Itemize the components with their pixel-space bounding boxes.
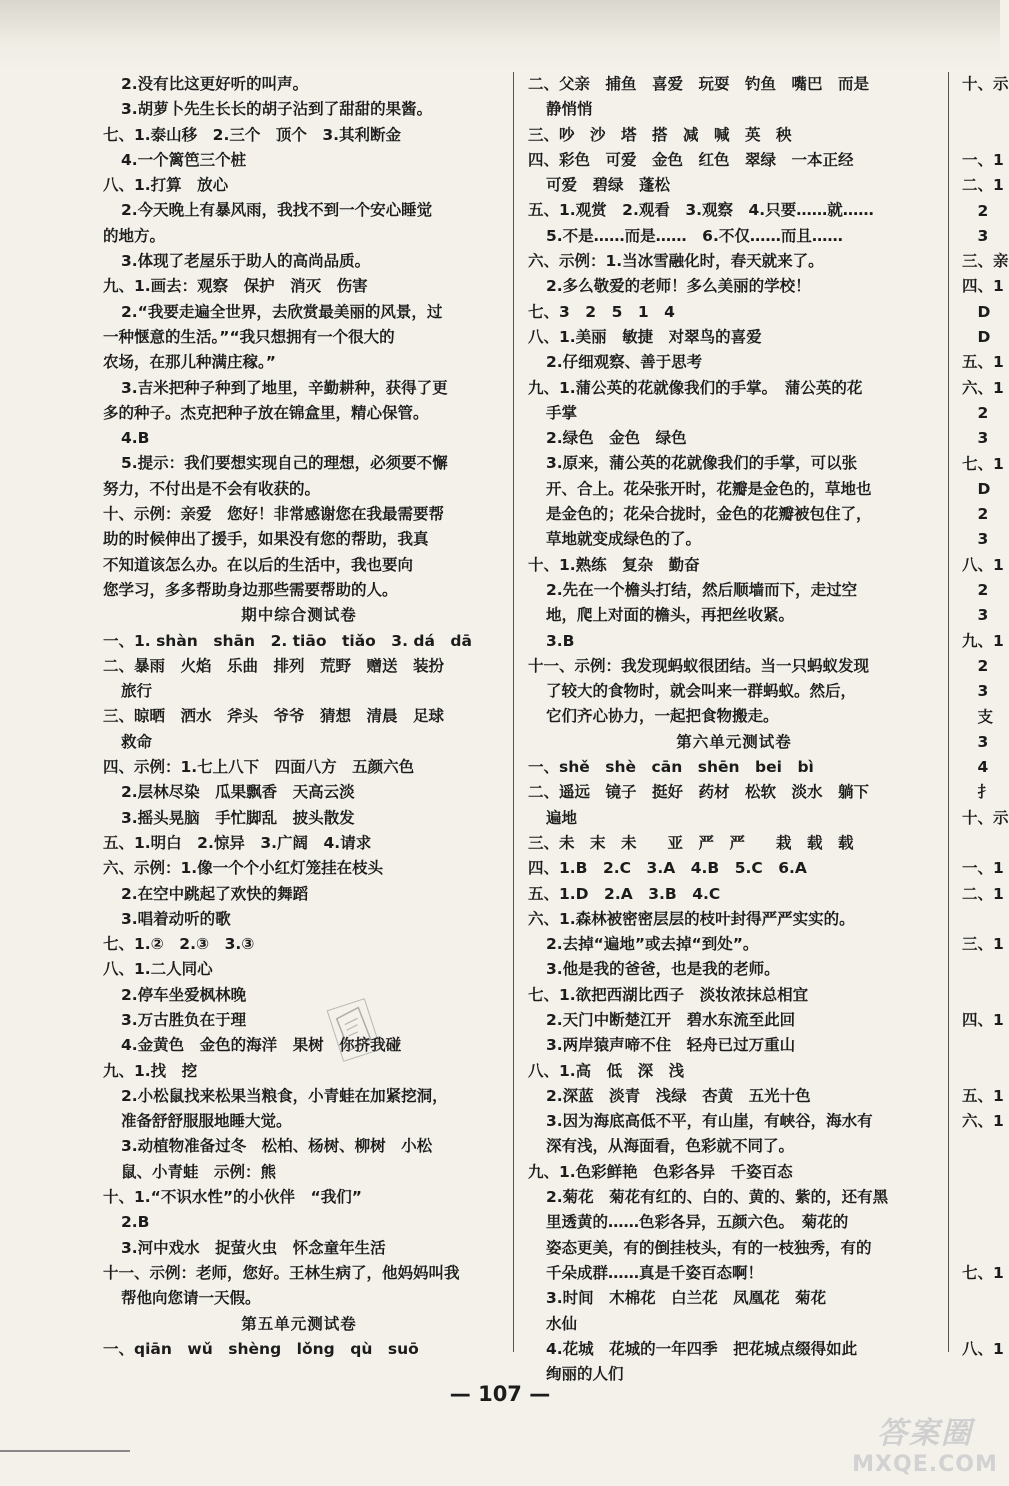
answer-line: 九、1.蒲公英的花就像我们的手掌。 蒲公英的花 xyxy=(528,378,863,397)
answer-line: 2.今天晚上有暴风雨，我找不到一个安心睡觉 xyxy=(121,201,433,220)
answer-line: 八、1.美丽 敏捷 对翠鸟的喜爱 xyxy=(528,327,762,346)
answer-line: 2.天门中断楚江开 碧水东流至此回 xyxy=(546,1010,796,1029)
answer-line: 八、1.二人同心 xyxy=(103,960,213,979)
answer-line: 帮他向您请一天假。 xyxy=(121,1289,261,1308)
cropped-answer-fragment: 3 xyxy=(962,226,989,245)
cropped-answer-fragment: 十、示 xyxy=(962,808,1009,827)
answer-line: 可爱 碧绿 蓬松 xyxy=(546,176,671,195)
answer-line: 二、遥远 镜子 挺好 药材 松软 淡水 躺下 xyxy=(528,783,870,802)
answer-line: 三、晾晒 洒水 斧头 爷爷 猜想 清晨 足球 xyxy=(103,707,445,726)
answer-line: 十一、示例：我发现蚂蚁很团结。当一只蚂蚁发现 xyxy=(528,656,870,675)
right-answer-column-cropped xyxy=(962,72,1009,1372)
cropped-answer-fragment: 支 xyxy=(962,707,994,726)
answer-line: 3.摇头晃脑 手忙脚乱 披头散发 xyxy=(121,808,355,827)
answer-line: 2.深蓝 淡青 浅绿 杏黄 五光十色 xyxy=(546,1086,811,1105)
watermark-logo xyxy=(850,1408,1000,1486)
answer-line: 3.因为海底高低不平，有山崖，有峡谷，海水有 xyxy=(546,1112,873,1131)
watermark-url: MXQE.COM xyxy=(852,1452,998,1477)
answer-line: 地，爬上对面的檐头，再把丝收紧。 xyxy=(546,606,795,625)
answer-line: 2.“我要走遍全世界，去欣赏最美丽的风景，过 xyxy=(121,302,443,321)
watermark-logo-text: 答案圈 xyxy=(877,1416,973,1451)
answer-line: 4.B xyxy=(121,429,150,448)
answer-line: 五、1.D 2.A 3.B 4.C xyxy=(528,884,721,903)
answer-line: 3.体现了老屋乐于助人的高尚品质。 xyxy=(121,252,371,271)
answer-line: 鼠、小青蛙 示例：熊 xyxy=(121,1162,277,1181)
answer-line: 五、1.明白 2.惊异 3.广阔 4.请求 xyxy=(103,833,372,852)
section-heading: 期中综合测试卷 xyxy=(241,606,357,625)
cropped-answer-fragment: 五、1 xyxy=(962,353,1004,372)
cropped-answer-fragment: 三、亲 xyxy=(962,252,1009,271)
answer-line: 九、1.色彩鲜艳 色彩各异 千姿百态 xyxy=(528,1162,793,1181)
cropped-answer-fragment: 九、1 xyxy=(962,631,1004,650)
cropped-answer-fragment: 六、1 xyxy=(962,1112,1004,1131)
answer-line: 4.金黄色 金色的海洋 果树 你挤我碰 xyxy=(121,1036,402,1055)
answer-line: 千朵成群……真是千姿百态啊！ xyxy=(546,1263,764,1282)
cropped-answer-fragment: D xyxy=(962,479,991,498)
answer-line: 的地方。 xyxy=(103,226,166,245)
answer-line: 七、1.欲把西湖比西子 淡妆浓抹总相宜 xyxy=(528,985,809,1004)
answer-line: 一、qiān wǔ shèng lǒng qù suō xyxy=(103,1339,419,1358)
cropped-answer-fragment: 2 xyxy=(962,403,989,422)
cropped-answer-fragment: 二、1 xyxy=(962,176,1004,195)
answer-line: 七、3 2 5 1 4 xyxy=(528,302,675,321)
answer-line: 不知道该怎么办。在以后的生活中，我也要向 xyxy=(103,555,414,574)
answer-line: 3.他是我的爸爸，也是我的老师。 xyxy=(546,960,780,979)
answer-line: 农场，在那儿种满庄稼。” xyxy=(103,353,276,372)
answer-line: 4.一个篱笆三个桩 xyxy=(121,150,247,169)
answer-line: 三、吵 沙 塔 搭 减 喊 英 秧 xyxy=(528,125,792,144)
answer-line: 八、1.打算 放心 xyxy=(103,176,229,195)
scan-top-shadow xyxy=(0,0,1000,70)
answer-line: 2.菊花 菊花有红的、白的、黄的、紫的，还有黑 xyxy=(546,1188,889,1207)
cropped-answer-fragment: 十、示 xyxy=(962,75,1009,93)
answer-line: 5.不是……而是…… 6.不仅……而且…… xyxy=(546,226,843,245)
answer-line: 水仙 xyxy=(546,1314,578,1333)
answer-line: 四、1.B 2.C 3.A 4.B 5.C 6.A xyxy=(528,859,807,878)
answer-line: 准备舒舒服服地睡大觉。 xyxy=(121,1112,292,1131)
answer-line: 四、示例：1.七上八下 四面八方 五颜六色 xyxy=(103,758,415,777)
cropped-answer-fragment: 八、1 xyxy=(962,1340,1004,1358)
cropped-answer-fragment: 一、1 xyxy=(962,859,1004,878)
cropped-answer-fragment: 七、1 xyxy=(962,1264,1004,1283)
answer-line: 3.B xyxy=(546,631,575,650)
answer-line: 六、示例：1.当冰雪融化时，春天就来了。 xyxy=(528,252,824,271)
cropped-answer-fragment: 2 xyxy=(962,656,989,675)
column-divider-left xyxy=(513,72,514,1352)
page-number: — 107 — xyxy=(449,1382,551,1406)
cropped-answer-fragment: 二、1 xyxy=(962,884,1004,903)
answer-line: 2.去掉“遍地”或去掉“到处”。 xyxy=(546,935,759,954)
cropped-answer-fragment: 三、1 xyxy=(962,935,1004,954)
answer-line: 助的时候伸出了援手，如果没有您的帮助，我真 xyxy=(103,530,429,549)
answer-line: 2.绿色 金色 绿色 xyxy=(546,429,687,448)
cropped-answer-fragment: D xyxy=(962,302,991,321)
answer-line: 5.提示：我们要想实现自己的理想，必须要不懈 xyxy=(121,454,448,473)
answer-line: 2.B xyxy=(121,1213,150,1232)
answer-line: 遍地 xyxy=(546,808,578,827)
cropped-answer-fragment: 3 xyxy=(962,682,989,701)
answer-line: 四、彩色 可爱 金色 红色 翠绿 一本正经 xyxy=(528,150,854,169)
answer-line: 七、1.② 2.③ 3.③ xyxy=(103,935,255,954)
answer-line: 4.花城 花城的一年四季 把花城点缀得如此 xyxy=(546,1339,858,1358)
answer-line: 八、1.高 低 深 浅 xyxy=(528,1061,685,1080)
answer-line: 3.胡萝卜先生长长的胡子沾到了甜甜的果酱。 xyxy=(121,100,433,119)
section-heading: 第五单元测试卷 xyxy=(241,1314,357,1333)
answer-line: 二、暴雨 火焰 乐曲 排列 荒野 赠送 装扮 xyxy=(103,656,445,675)
cropped-answer-fragment: 扌 xyxy=(962,783,994,802)
answer-line: 一、1. shàn shān 2. tiāo tiǎo 3. dá dā xyxy=(103,631,472,650)
answer-line: 草地就变成绿色的了。 xyxy=(546,530,702,549)
answer-line: 2.仔细观察、善于思考 xyxy=(546,353,703,372)
answer-line: 2.先在一个檐头打结，然后顺墙而下，走过空 xyxy=(546,580,858,599)
middle-answer-column xyxy=(528,72,940,1387)
answer-line: 一种惬意的生活。”“我只想拥有一个很大的 xyxy=(103,327,395,346)
cropped-answer-fragment: 2 xyxy=(962,505,989,524)
answer-line: 2.停车坐爱枫林晚 xyxy=(121,985,247,1004)
answer-line: 静悄悄 xyxy=(546,100,593,119)
cropped-answer-fragment: 3 xyxy=(962,606,989,625)
cropped-answer-fragment: 3 xyxy=(962,530,989,549)
answer-line: 十、示例：亲爱 您好！非常感谢您在我最需要帮 xyxy=(103,505,445,524)
cropped-answer-fragment: 七、1 xyxy=(962,454,1004,473)
answer-line: 六、1.森林被密密层层的枝叶封得严严实实的。 xyxy=(528,909,855,928)
answer-line: 六、示例：1.像一个个小红灯笼挂在枝头 xyxy=(103,859,384,878)
answer-line: 九、1.找 挖 xyxy=(103,1061,198,1080)
answer-line: 旅行 xyxy=(121,682,153,701)
answer-line: 2.小松鼠找来松果当粮食，小青蛙在加紧挖洞， xyxy=(121,1086,448,1105)
answer-line: 多的种子。杰克把种子放在锦盒里，精心保管。 xyxy=(103,403,429,422)
left-answer-column xyxy=(103,72,495,1362)
answer-line: 是金色的；花朵合拢时，金色的花瓣被包住了， xyxy=(546,505,872,524)
cropped-answer-fragment: 八、1 xyxy=(962,555,1004,574)
answer-line: 3.万古胜负在于理 xyxy=(121,1010,247,1029)
answer-line: 了较大的食物时，就会叫来一群蚂蚁。然后， xyxy=(546,682,857,701)
answer-line: 一、shě shè cān shēn bei bì xyxy=(528,758,814,777)
answer-line: 九、1.画去：观察 保护 消灭 伤害 xyxy=(103,277,368,296)
answer-line: 3.原来，蒲公英的花就像我们的手掌，可以张 xyxy=(546,454,858,473)
cropped-answer-fragment: 四、1 xyxy=(962,1011,1004,1030)
column-divider-right xyxy=(948,72,949,1352)
answer-line: 它们齐心协力，一起把食物搬走。 xyxy=(546,707,779,726)
answer-line: 手掌 xyxy=(546,403,578,422)
answer-line: 2.在空中跳起了欢快的舞蹈 xyxy=(121,884,309,903)
answer-line: 2.多么敬爱的老师！多么美丽的学校！ xyxy=(546,277,811,296)
answer-line: 3.唱着动听的歌 xyxy=(121,909,231,928)
answer-line: 绚丽的人们 xyxy=(546,1365,624,1384)
cropped-answer-fragment: 2 xyxy=(962,581,989,599)
answer-line: 七、1.泰山移 2.三个 顶个 3.其利断金 xyxy=(103,125,402,144)
answer-line: 五、1.观赏 2.观看 3.观察 4.只要……就…… xyxy=(528,201,874,220)
answer-line: 深有浅，从海面看，色彩就不同了。 xyxy=(546,1137,795,1156)
answer-line: 二、父亲 捕鱼 喜爱 玩耍 钓鱼 嘴巴 而是 xyxy=(528,75,870,93)
cropped-answer-fragment: 五、1 xyxy=(962,1087,1004,1105)
answer-line: 3.动植物准备过冬 松柏、杨树、柳树 小松 xyxy=(121,1137,433,1156)
answer-line: 努力，不付出是不会有收获的。 xyxy=(103,479,321,498)
answer-line: 2.层林尽染 瓜果飘香 天高云淡 xyxy=(121,783,355,802)
cropped-answer-fragment: 2 xyxy=(962,201,989,220)
bottom-scan-line xyxy=(0,1450,130,1452)
answer-line: 救命 xyxy=(121,732,153,751)
answer-line: 3.两岸猿声啼不住 轻舟已过万重山 xyxy=(546,1036,796,1055)
answer-line: 十、1.熟练 复杂 勤奋 xyxy=(528,555,700,574)
answer-line: 3.吉米把种子种到了地里，辛勤耕种，获得了更 xyxy=(121,378,448,397)
answer-line: 2.没有比这更好听的叫声。 xyxy=(121,75,309,93)
answer-line: 里透黄的……色彩各异，五颜六色。 菊花的 xyxy=(546,1213,849,1232)
answer-line: 三、未 末 未 亚 严 严 栽 载 载 xyxy=(528,833,854,852)
section-heading: 第六单元测试卷 xyxy=(676,732,792,751)
cropped-answer-fragment: 六、1 xyxy=(962,378,1004,397)
answer-line: 3.时间 木棉花 白兰花 凤凰花 菊花 xyxy=(546,1289,827,1308)
cropped-answer-fragment: 3 xyxy=(962,732,989,751)
cropped-answer-fragment: 四、1 xyxy=(962,277,1004,296)
cropped-answer-fragment: D xyxy=(962,328,991,346)
answer-line: 十、1.“不识水性”的小伙伴 “我们” xyxy=(103,1188,362,1207)
answer-line: 姿态更美，有的倒挂枝头，有的一枝独秀，有的 xyxy=(546,1238,872,1257)
answer-line: 开、合上。花朵张开时，花瓣是金色的，草地也 xyxy=(546,479,872,498)
answer-line: 3.河中戏水 捉萤火虫 怀念童年生活 xyxy=(121,1238,386,1257)
answer-line: 您学习，多多帮助身边那些需要帮助的人。 xyxy=(103,580,398,599)
cropped-answer-fragment: 4 xyxy=(962,758,989,777)
cropped-answer-fragment: 一、1 xyxy=(962,150,1004,169)
answer-line: 十一、示例：老师，您好。王林生病了，他妈妈叫我 xyxy=(103,1263,460,1282)
cropped-answer-fragment: 3 xyxy=(962,429,989,448)
